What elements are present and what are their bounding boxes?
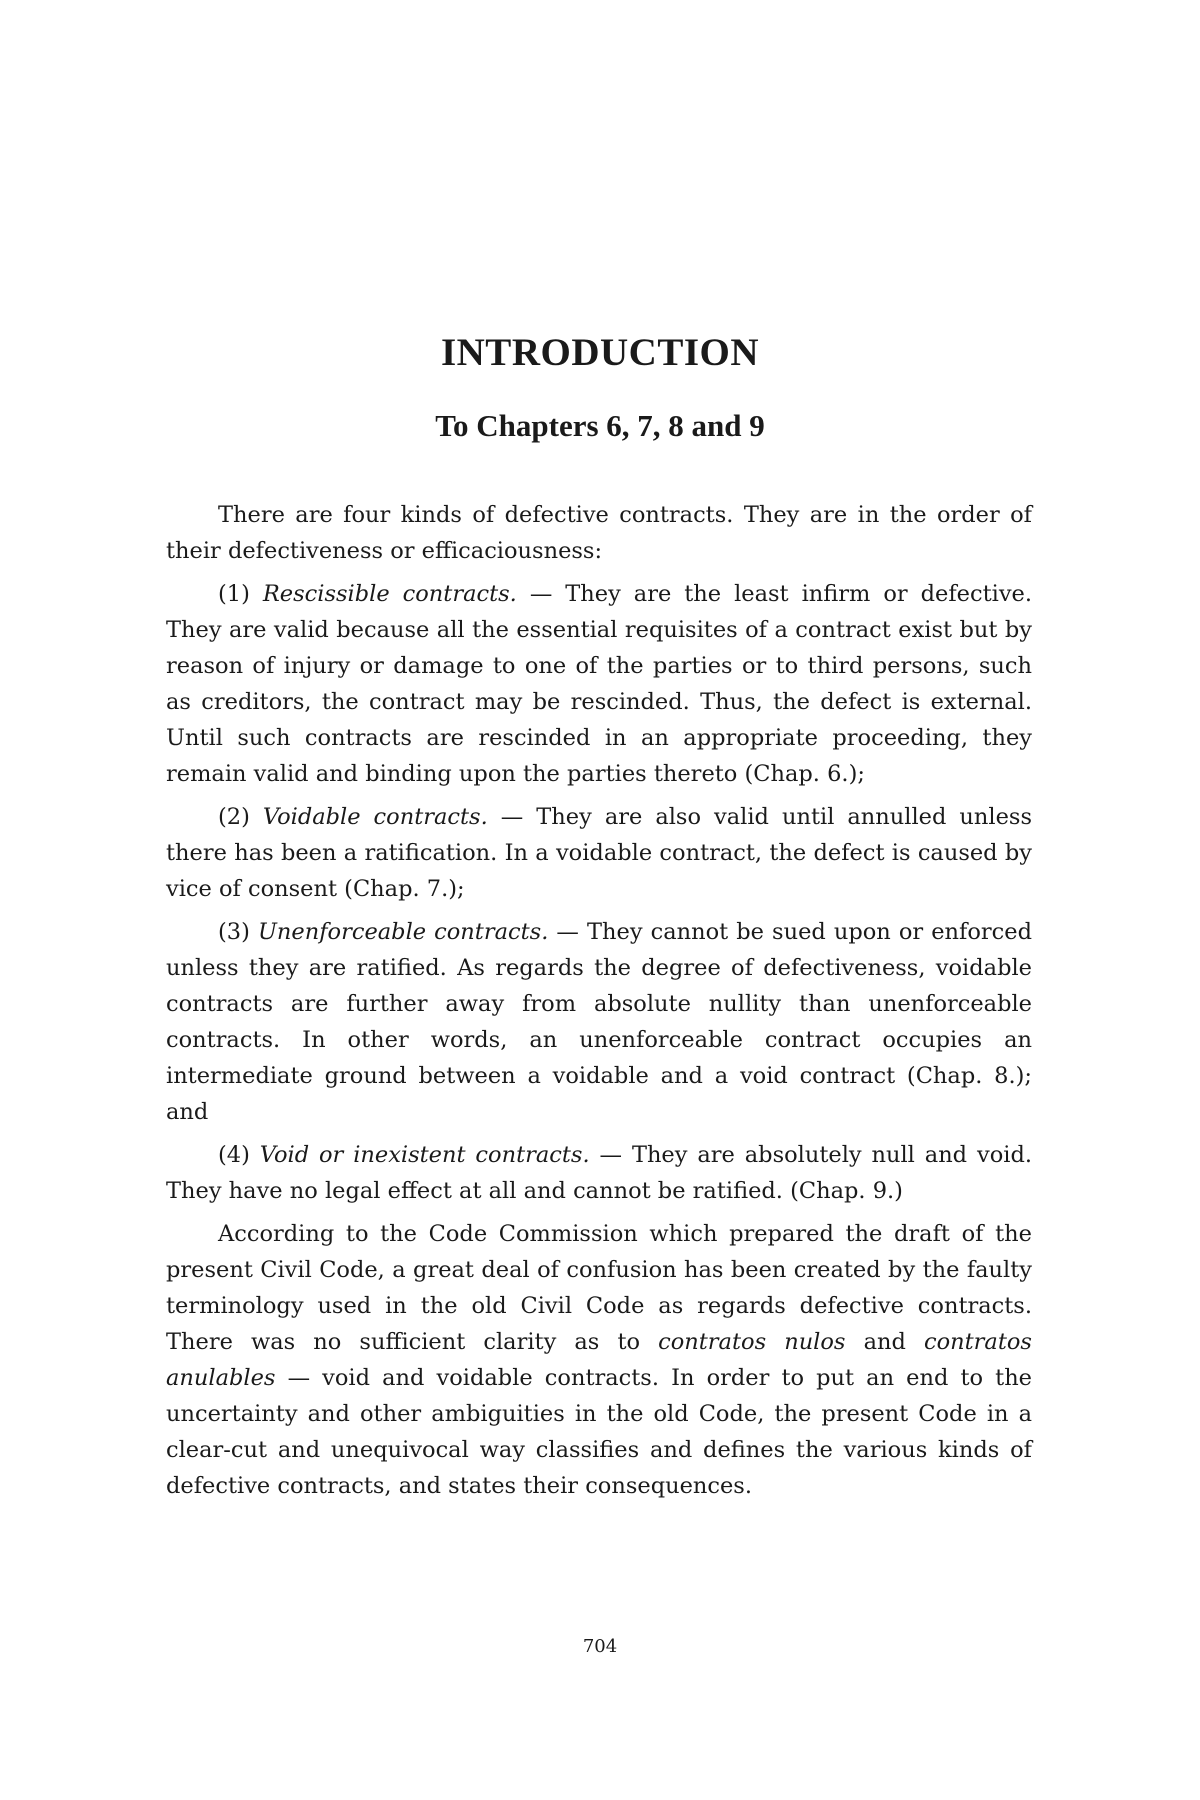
item-term: Voidable contracts. (262, 804, 488, 830)
body-text (166, 497, 1032, 1511)
closing-text-2: and (845, 1329, 924, 1355)
item-term: Unenforceable contracts. (257, 919, 549, 945)
item-text: — They are also valid until annulled unless there has been a ratification. In a voidable contract, the defect is caused by vice of consent (Chap. 7.); (166, 804, 1032, 902)
item-number: (2) (218, 804, 250, 830)
paragraph-unenforceable (166, 914, 1032, 1130)
item-text: — They are absolutely null and void. They have no legal effect at all and cannot be ratified. (Chap. 9.) (166, 1142, 1032, 1204)
intro-paragraph: There are four kinds of defective contracts. They are in the order of their defectiveness or efficaciousness: (166, 502, 1032, 564)
page-number: 704 (582, 1636, 618, 1657)
item-text: — They are the least infirm or defective. They are valid because all the essential requisites of a contract exist but by reason of injury or damage to one of the parties or to third persons, such as creditors, the contract may be rescinded. Thus, the defect is external. Until such contracts are rescinded in an appropriate proceeding, they remain valid and binding upon the parties thereto (Chap. 6.); (166, 581, 1032, 787)
closing-term-1: contratos nulos (658, 1329, 846, 1355)
paragraph-rescissible (166, 576, 1032, 792)
closing-paragraph (166, 1216, 1032, 1504)
item-number: (1) (218, 581, 250, 607)
paragraph-voidable (166, 799, 1032, 907)
paragraph-void (166, 1137, 1032, 1209)
item-term: Void or inexistent contracts. (259, 1142, 590, 1168)
closing-text-1: According to the Code Commission which prepared the draft of the present Civil Code, a great deal of confusion has been created by the faulty terminology used in the old Civil Code as regards defective contracts. There was no sufficient clarity as to (166, 1221, 1032, 1355)
item-term: Rescissible contracts. (262, 581, 517, 607)
page-subtitle: To Chapters 6, 7, 8 and 9 (435, 408, 765, 443)
page-title: INTRODUCTION (440, 331, 760, 374)
item-number: (3) (218, 919, 250, 945)
closing-term-2: contratos anulables (166, 1329, 1032, 1391)
item-number: (4) (218, 1142, 250, 1168)
item-text: — They cannot be sued upon or enforced unless they are ratified. As regards the degree of defectiveness, voidable contracts are further away from absolute nullity than unenforceable contracts. In other words, an unenforceable contract occupies an intermediate ground between a voidable and a void contract (Chap. 8.); and (166, 919, 1032, 1125)
closing-text-3: — void and voidable contracts. In order to put an end to the uncertainty and other ambiguities in the old Code, the present Code in a clear-cut and unequivocal way classifies and defines the various kinds of defective contracts, and states their consequences. (166, 1365, 1032, 1499)
